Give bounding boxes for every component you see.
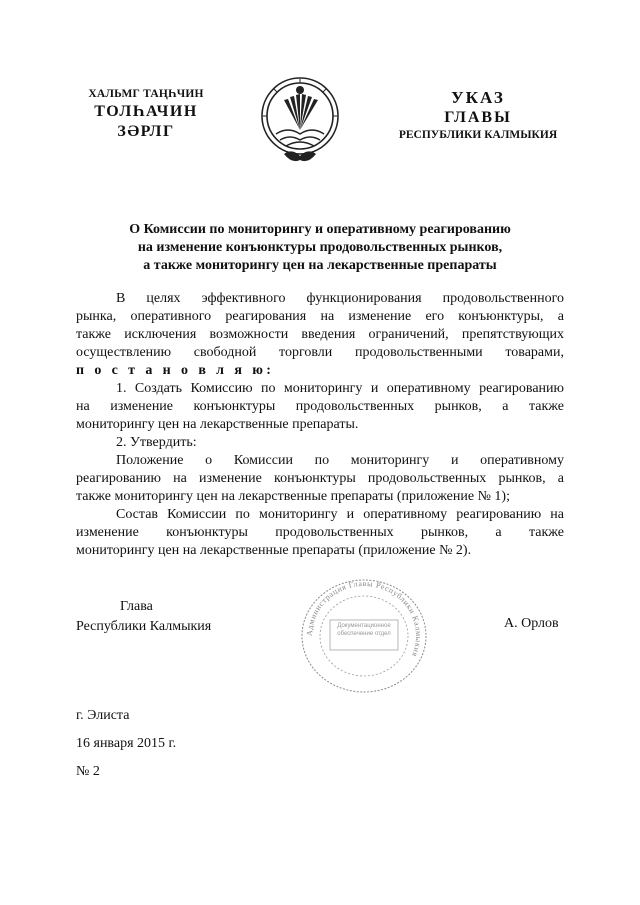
- body-line: также исключения возможности введения ограничений, препятствующих: [76, 327, 564, 342]
- header-russian-line2: ГЛАВЫ: [444, 109, 512, 126]
- official-stamp: [296, 576, 432, 696]
- header-russian-line3: РЕСПУБЛИКИ КАЛМЫКИЯ: [398, 129, 558, 141]
- header-kalmyk-line2: ТОЛҺАЧИН: [94, 103, 198, 120]
- document-date: 16 января 2015 г.: [76, 736, 177, 751]
- body-line: 2. Утвердить:: [116, 435, 197, 450]
- body-line: также мониторингу цен на лекарственные препараты (приложение № 1);: [76, 489, 510, 504]
- body-line: Состав Комиссии по мониторингу и оперативному реагированию на: [116, 507, 564, 522]
- header-russian-line1: УКАЗ: [451, 88, 505, 107]
- body-line: рынка, оперативного реагирования на изменение его конъюнктуры, а: [76, 309, 564, 324]
- body-line: мониторингу цен на лекарственные препараты.: [76, 417, 359, 432]
- body-line: мониторингу цен на лекарственные препараты (приложение № 2).: [76, 543, 472, 558]
- body-line: изменение конъюнктуры продовольственных рынков, а также: [76, 525, 564, 540]
- title-line: О Комиссии по мониторингу и оперативному реагированию: [129, 222, 511, 237]
- document-place: г. Элиста: [76, 708, 130, 723]
- header-kalmyk-line3: ЗӘРЛГ: [117, 123, 175, 140]
- body-line: Положение о Комиссии по мониторингу и оперативному: [116, 453, 564, 468]
- document-number: № 2: [76, 764, 100, 779]
- body-line: В целях эффективного функционирования продовольственного: [116, 291, 564, 306]
- header-russian-title: [396, 88, 560, 141]
- signatory-position-line1: Глава: [120, 599, 153, 614]
- kalmykia-coat-of-arms-icon: [254, 72, 346, 168]
- document-body: [76, 290, 564, 560]
- title-line: а также мониторингу цен на лекарственные препараты: [143, 258, 497, 273]
- body-line: на изменение конъюнктуры продовольственных рынков, а также: [76, 399, 564, 414]
- body-line: 1. Создать Комиссию по мониторингу и оперативному реагированию: [116, 381, 564, 396]
- document-title: [70, 221, 570, 275]
- body-line: реагированию на изменение конъюнктуры продовольственных рынков, а: [76, 471, 564, 486]
- header-kalmyk-title: [82, 88, 210, 141]
- body-line: осуществлению свободной торговли продовольственными товарами,: [76, 345, 564, 360]
- stamp-ring-text: Администрация Главы Республики Калмыкия: [304, 578, 424, 659]
- signatory-position: [76, 597, 211, 637]
- header-kalmyk-line1: ХАЛЬМГ ТАҢҺЧИН: [88, 88, 204, 100]
- signatory-position-line2: Республики Калмыкия: [76, 619, 212, 634]
- signatory-name: А. Орлов: [504, 616, 559, 631]
- stamp-center-text: Документационное обеспечение отдел: [337, 623, 391, 637]
- title-line: на изменение конъюнктуры продовольственных рынков,: [137, 240, 503, 255]
- decree-word: п о с т а н о в л я ю:: [76, 363, 275, 378]
